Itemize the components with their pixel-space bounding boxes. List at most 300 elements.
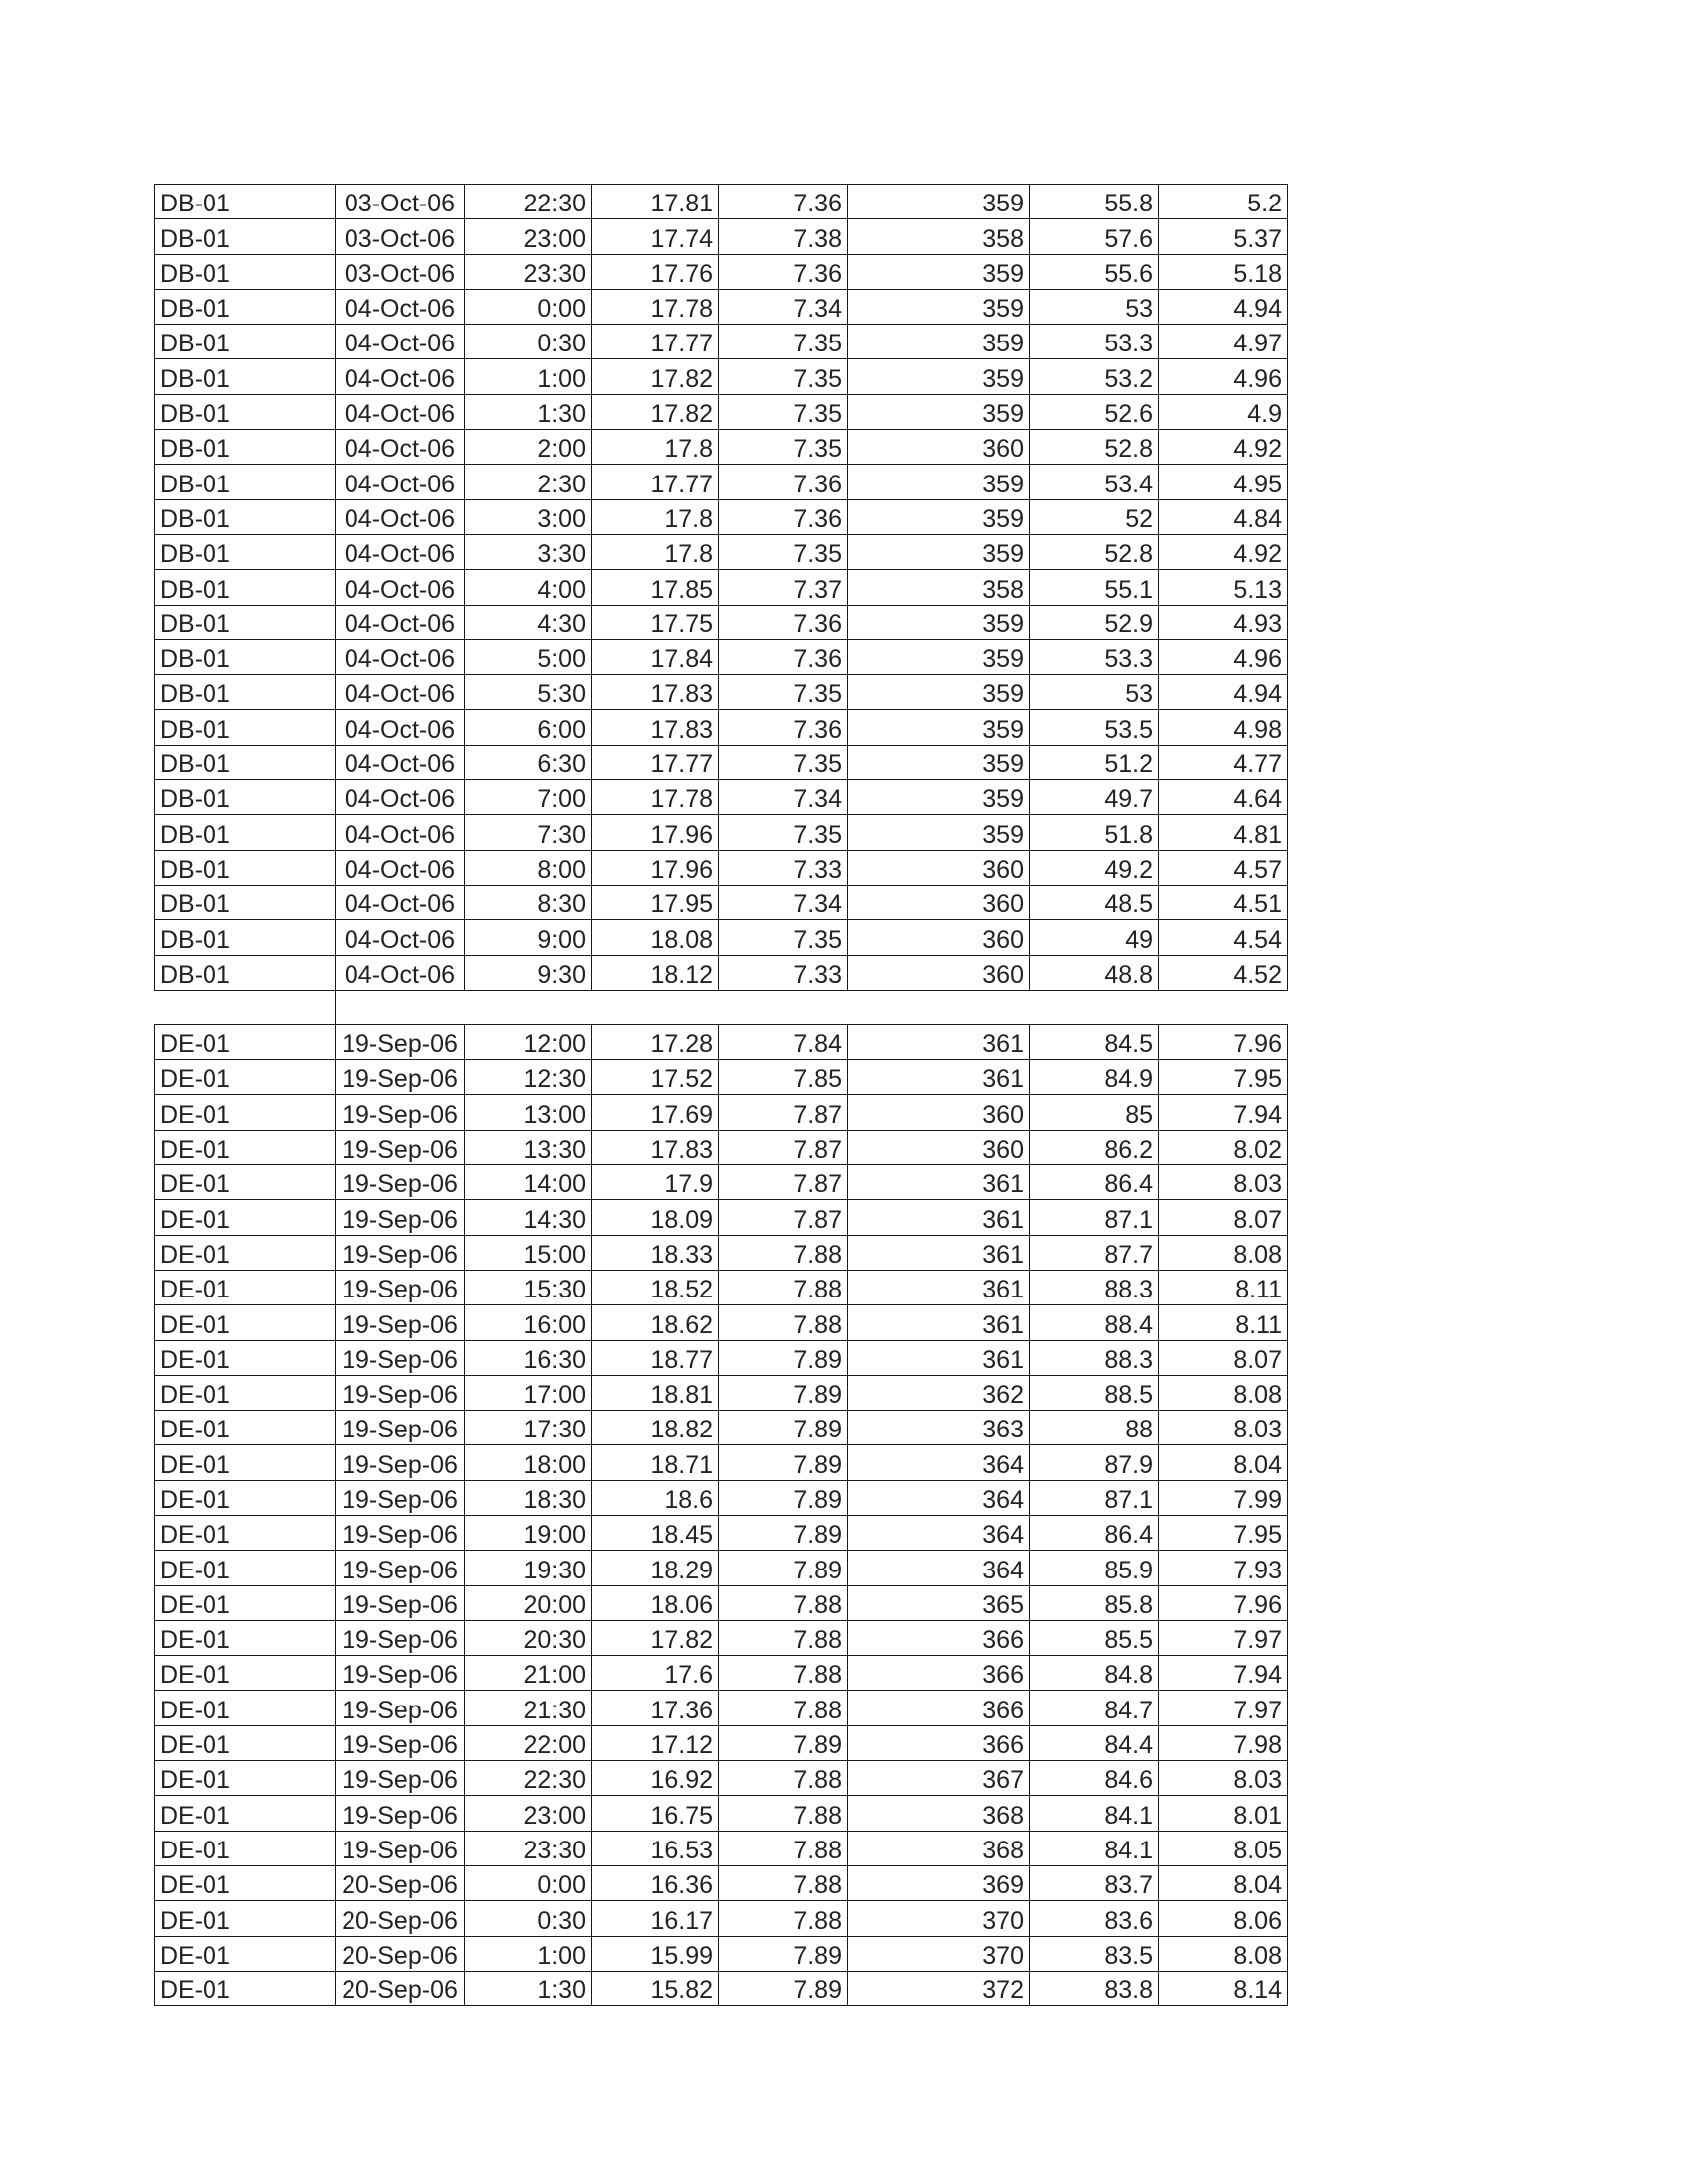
cell-site: DB-01 <box>155 920 336 955</box>
cell-v2: 7.34 <box>719 885 848 919</box>
cell-v3: 372 <box>848 1971 1030 2005</box>
cell-date: 04-Oct-06 <box>336 570 465 605</box>
table-row <box>155 955 1288 990</box>
cell-time: 21:30 <box>465 1691 592 1725</box>
cell-v1: 17.83 <box>592 710 719 745</box>
cell-time: 12:00 <box>465 1024 592 1059</box>
cell-site: DB-01 <box>155 289 336 324</box>
cell-site: DE-01 <box>155 1095 336 1130</box>
cell-date: 19-Sep-06 <box>336 1130 465 1164</box>
cell-site: DE-01 <box>155 1725 336 1760</box>
cell-site: DE-01 <box>155 1024 336 1059</box>
cell-v2: 7.33 <box>719 955 848 990</box>
cell-date: 19-Sep-06 <box>336 1656 465 1691</box>
cell-site: DE-01 <box>155 1200 336 1235</box>
cell-v1: 17.69 <box>592 1095 719 1130</box>
cell-v4: 87.9 <box>1030 1445 1159 1480</box>
cell-date: 19-Sep-06 <box>336 1411 465 1445</box>
cell-date: 19-Sep-06 <box>336 1761 465 1796</box>
table-row <box>155 1305 1288 1340</box>
cell-v4: 84.1 <box>1030 1831 1159 1865</box>
cell-time: 0:00 <box>465 1865 592 1900</box>
table-row <box>155 1796 1288 1831</box>
cell-v5: 8.02 <box>1159 1130 1288 1164</box>
cell-v3: 364 <box>848 1551 1030 1585</box>
cell-v5: 4.93 <box>1159 605 1288 639</box>
cell-v5: 4.97 <box>1159 325 1288 359</box>
cell-time: 20:00 <box>465 1585 592 1620</box>
cell-v5: 8.08 <box>1159 1936 1288 1971</box>
table-row <box>155 465 1288 499</box>
cell-v4: 85.9 <box>1030 1551 1159 1585</box>
cell-v4: 88.5 <box>1030 1375 1159 1410</box>
cell-v3: 364 <box>848 1515 1030 1550</box>
cell-v1: 17.84 <box>592 639 719 674</box>
cell-v4: 51.2 <box>1030 745 1159 779</box>
cell-time: 0:00 <box>465 289 592 324</box>
cell-date: 20-Sep-06 <box>336 1971 465 2005</box>
cell-v3: 363 <box>848 1411 1030 1445</box>
cell-v3: 359 <box>848 359 1030 394</box>
cell-v4: 88.3 <box>1030 1270 1159 1304</box>
cell-v2: 7.87 <box>719 1130 848 1164</box>
cell-v2: 7.36 <box>719 185 848 219</box>
cell-v2: 7.87 <box>719 1095 848 1130</box>
cell-v1: 15.82 <box>592 1971 719 2005</box>
cell-time: 22:00 <box>465 1725 592 1760</box>
cell-v5: 4.94 <box>1159 675 1288 710</box>
cell-v2: 7.88 <box>719 1305 848 1340</box>
cell-v4: 49.7 <box>1030 780 1159 815</box>
cell-date: 04-Oct-06 <box>336 920 465 955</box>
separator-cell <box>1159 990 1288 1024</box>
cell-date: 04-Oct-06 <box>336 780 465 815</box>
cell-v3: 370 <box>848 1936 1030 1971</box>
cell-v4: 88 <box>1030 1411 1159 1445</box>
table-row <box>155 850 1288 885</box>
cell-site: DE-01 <box>155 1656 336 1691</box>
cell-v5: 4.77 <box>1159 745 1288 779</box>
cell-date: 19-Sep-06 <box>336 1620 465 1655</box>
cell-v4: 87.7 <box>1030 1235 1159 1270</box>
table-row <box>155 1656 1288 1691</box>
cell-v4: 83.6 <box>1030 1901 1159 1936</box>
table-row <box>155 570 1288 605</box>
cell-v2: 7.35 <box>719 745 848 779</box>
cell-site: DB-01 <box>155 394 336 429</box>
cell-v3: 360 <box>848 850 1030 885</box>
cell-v4: 49.2 <box>1030 850 1159 885</box>
table-row <box>155 780 1288 815</box>
cell-v2: 7.88 <box>719 1270 848 1304</box>
cell-v4: 83.5 <box>1030 1936 1159 1971</box>
cell-v4: 84.7 <box>1030 1691 1159 1725</box>
cell-time: 23:00 <box>465 219 592 254</box>
table-row <box>155 1725 1288 1760</box>
cell-v5: 4.81 <box>1159 815 1288 850</box>
table-row <box>155 1411 1288 1445</box>
cell-site: DE-01 <box>155 1971 336 2005</box>
cell-v2: 7.35 <box>719 815 848 850</box>
cell-time: 6:00 <box>465 710 592 745</box>
cell-date: 19-Sep-06 <box>336 1480 465 1515</box>
cell-v4: 52.6 <box>1030 394 1159 429</box>
cell-v3: 359 <box>848 289 1030 324</box>
table-row <box>155 1515 1288 1550</box>
cell-v2: 7.36 <box>719 499 848 534</box>
cell-v5: 4.92 <box>1159 534 1288 569</box>
table-row <box>155 675 1288 710</box>
cell-date: 19-Sep-06 <box>336 1796 465 1831</box>
cell-site: DE-01 <box>155 1515 336 1550</box>
cell-v3: 369 <box>848 1865 1030 1900</box>
cell-v5: 5.37 <box>1159 219 1288 254</box>
cell-time: 9:30 <box>465 955 592 990</box>
cell-site: DE-01 <box>155 1235 336 1270</box>
cell-time: 17:30 <box>465 1411 592 1445</box>
cell-site: DB-01 <box>155 465 336 499</box>
table-row <box>155 1200 1288 1235</box>
cell-time: 2:00 <box>465 430 592 465</box>
cell-date: 03-Oct-06 <box>336 219 465 254</box>
cell-v1: 16.53 <box>592 1831 719 1865</box>
cell-v3: 359 <box>848 499 1030 534</box>
cell-time: 4:00 <box>465 570 592 605</box>
cell-v3: 360 <box>848 885 1030 919</box>
cell-v3: 364 <box>848 1480 1030 1515</box>
cell-v2: 7.89 <box>719 1971 848 2005</box>
cell-v5: 8.11 <box>1159 1270 1288 1304</box>
cell-v2: 7.88 <box>719 1235 848 1270</box>
table-row <box>155 710 1288 745</box>
cell-v5: 7.96 <box>1159 1585 1288 1620</box>
cell-time: 21:00 <box>465 1656 592 1691</box>
cell-date: 03-Oct-06 <box>336 254 465 289</box>
cell-v1: 17.81 <box>592 185 719 219</box>
cell-date: 04-Oct-06 <box>336 430 465 465</box>
cell-time: 13:30 <box>465 1130 592 1164</box>
cell-site: DB-01 <box>155 254 336 289</box>
cell-date: 20-Sep-06 <box>336 1936 465 1971</box>
cell-time: 19:30 <box>465 1551 592 1585</box>
cell-site: DE-01 <box>155 1445 336 1480</box>
cell-v2: 7.88 <box>719 1901 848 1936</box>
cell-v3: 361 <box>848 1200 1030 1235</box>
cell-date: 19-Sep-06 <box>336 1551 465 1585</box>
cell-v5: 4.94 <box>1159 289 1288 324</box>
cell-v1: 17.77 <box>592 465 719 499</box>
cell-v5: 4.98 <box>1159 710 1288 745</box>
cell-v5: 4.96 <box>1159 639 1288 674</box>
cell-time: 1:30 <box>465 394 592 429</box>
cell-v3: 368 <box>848 1831 1030 1865</box>
cell-time: 5:30 <box>465 675 592 710</box>
cell-v4: 53.5 <box>1030 710 1159 745</box>
cell-v4: 52.8 <box>1030 430 1159 465</box>
cell-v5: 7.95 <box>1159 1515 1288 1550</box>
cell-site: DB-01 <box>155 675 336 710</box>
table-row <box>155 1620 1288 1655</box>
cell-v1: 17.78 <box>592 289 719 324</box>
cell-v4: 53.3 <box>1030 325 1159 359</box>
cell-v4: 55.8 <box>1030 185 1159 219</box>
cell-v2: 7.88 <box>719 1620 848 1655</box>
cell-v3: 365 <box>848 1585 1030 1620</box>
cell-site: DE-01 <box>155 1901 336 1936</box>
cell-v5: 8.04 <box>1159 1865 1288 1900</box>
cell-v3: 360 <box>848 920 1030 955</box>
cell-v1: 17.77 <box>592 745 719 779</box>
cell-v4: 84.5 <box>1030 1024 1159 1059</box>
cell-site: DB-01 <box>155 955 336 990</box>
data-table-body <box>155 185 1288 2006</box>
cell-time: 18:30 <box>465 1480 592 1515</box>
cell-v1: 16.17 <box>592 1901 719 1936</box>
cell-v5: 4.84 <box>1159 499 1288 534</box>
cell-time: 3:00 <box>465 499 592 534</box>
cell-v1: 17.83 <box>592 1130 719 1164</box>
cell-v4: 53.2 <box>1030 359 1159 394</box>
cell-v3: 359 <box>848 185 1030 219</box>
cell-v2: 7.89 <box>719 1725 848 1760</box>
cell-v4: 87.1 <box>1030 1200 1159 1235</box>
cell-date: 19-Sep-06 <box>336 1375 465 1410</box>
cell-time: 2:30 <box>465 465 592 499</box>
cell-v1: 17.96 <box>592 815 719 850</box>
table-row <box>155 1165 1288 1200</box>
cell-time: 22:30 <box>465 185 592 219</box>
cell-time: 14:30 <box>465 1200 592 1235</box>
cell-v3: 366 <box>848 1691 1030 1725</box>
cell-v3: 359 <box>848 675 1030 710</box>
cell-v2: 7.37 <box>719 570 848 605</box>
cell-v4: 86.4 <box>1030 1515 1159 1550</box>
cell-v1: 17.82 <box>592 394 719 429</box>
cell-v3: 359 <box>848 534 1030 569</box>
table-row <box>155 1060 1288 1095</box>
cell-v5: 7.98 <box>1159 1725 1288 1760</box>
cell-v3: 367 <box>848 1761 1030 1796</box>
cell-v2: 7.88 <box>719 1691 848 1725</box>
table-row <box>155 639 1288 674</box>
cell-v2: 7.36 <box>719 465 848 499</box>
cell-v3: 366 <box>848 1725 1030 1760</box>
cell-v3: 366 <box>848 1620 1030 1655</box>
cell-v1: 16.92 <box>592 1761 719 1796</box>
cell-v2: 7.88 <box>719 1761 848 1796</box>
cell-time: 1:00 <box>465 1936 592 1971</box>
cell-v3: 361 <box>848 1165 1030 1200</box>
cell-date: 04-Oct-06 <box>336 605 465 639</box>
cell-v4: 57.6 <box>1030 219 1159 254</box>
cell-v5: 8.03 <box>1159 1411 1288 1445</box>
cell-v2: 7.35 <box>719 325 848 359</box>
cell-date: 19-Sep-06 <box>336 1200 465 1235</box>
cell-site: DB-01 <box>155 605 336 639</box>
cell-site: DE-01 <box>155 1585 336 1620</box>
cell-v4: 83.7 <box>1030 1865 1159 1900</box>
table-row <box>155 1095 1288 1130</box>
cell-v1: 16.36 <box>592 1865 719 1900</box>
cell-v3: 359 <box>848 815 1030 850</box>
cell-v1: 17.12 <box>592 1725 719 1760</box>
cell-v4: 85 <box>1030 1095 1159 1130</box>
table-row <box>155 1585 1288 1620</box>
cell-v3: 359 <box>848 325 1030 359</box>
cell-v2: 7.87 <box>719 1200 848 1235</box>
cell-date: 19-Sep-06 <box>336 1515 465 1550</box>
cell-v5: 7.97 <box>1159 1620 1288 1655</box>
table-row <box>155 534 1288 569</box>
cell-date: 19-Sep-06 <box>336 1725 465 1760</box>
cell-date: 19-Sep-06 <box>336 1095 465 1130</box>
cell-v2: 7.34 <box>719 289 848 324</box>
cell-site: DE-01 <box>155 1375 336 1410</box>
table-row <box>155 605 1288 639</box>
cell-v1: 18.09 <box>592 1200 719 1235</box>
separator-cell <box>155 990 336 1024</box>
cell-site: DB-01 <box>155 710 336 745</box>
cell-site: DE-01 <box>155 1165 336 1200</box>
cell-v2: 7.36 <box>719 254 848 289</box>
cell-v3: 359 <box>848 745 1030 779</box>
cell-time: 14:00 <box>465 1165 592 1200</box>
cell-time: 16:30 <box>465 1340 592 1375</box>
cell-v1: 17.75 <box>592 605 719 639</box>
cell-date: 19-Sep-06 <box>336 1305 465 1340</box>
cell-date: 04-Oct-06 <box>336 850 465 885</box>
cell-date: 04-Oct-06 <box>336 289 465 324</box>
cell-v3: 359 <box>848 605 1030 639</box>
cell-v5: 8.06 <box>1159 1901 1288 1936</box>
cell-v4: 53.4 <box>1030 465 1159 499</box>
cell-v1: 17.82 <box>592 359 719 394</box>
cell-v1: 18.82 <box>592 1411 719 1445</box>
cell-date: 04-Oct-06 <box>336 639 465 674</box>
table-row <box>155 1340 1288 1375</box>
cell-time: 7:00 <box>465 780 592 815</box>
cell-v2: 7.88 <box>719 1585 848 1620</box>
cell-v3: 361 <box>848 1235 1030 1270</box>
cell-v3: 360 <box>848 430 1030 465</box>
cell-v1: 17.6 <box>592 1656 719 1691</box>
cell-time: 8:30 <box>465 885 592 919</box>
table-row <box>155 359 1288 394</box>
cell-site: DB-01 <box>155 359 336 394</box>
cell-v5: 8.05 <box>1159 1831 1288 1865</box>
cell-v1: 18.45 <box>592 1515 719 1550</box>
data-table <box>154 184 1288 2006</box>
cell-v1: 17.76 <box>592 254 719 289</box>
cell-v2: 7.88 <box>719 1796 848 1831</box>
cell-site: DB-01 <box>155 499 336 534</box>
cell-v4: 52.9 <box>1030 605 1159 639</box>
cell-site: DE-01 <box>155 1340 336 1375</box>
cell-site: DE-01 <box>155 1796 336 1831</box>
cell-v3: 358 <box>848 219 1030 254</box>
separator-cell <box>465 990 592 1024</box>
cell-site: DE-01 <box>155 1060 336 1095</box>
table-row <box>155 885 1288 919</box>
cell-site: DB-01 <box>155 815 336 850</box>
cell-v5: 4.57 <box>1159 850 1288 885</box>
cell-v5: 4.54 <box>1159 920 1288 955</box>
cell-v4: 85.8 <box>1030 1585 1159 1620</box>
cell-v5: 7.94 <box>1159 1095 1288 1130</box>
cell-v4: 87.1 <box>1030 1480 1159 1515</box>
cell-site: DE-01 <box>155 1551 336 1585</box>
cell-v2: 7.89 <box>719 1411 848 1445</box>
cell-v5: 4.51 <box>1159 885 1288 919</box>
cell-v1: 18.52 <box>592 1270 719 1304</box>
cell-date: 19-Sep-06 <box>336 1060 465 1095</box>
cell-v2: 7.89 <box>719 1480 848 1515</box>
cell-time: 23:00 <box>465 1796 592 1831</box>
cell-site: DE-01 <box>155 1411 336 1445</box>
cell-date: 19-Sep-06 <box>336 1235 465 1270</box>
cell-time: 9:00 <box>465 920 592 955</box>
cell-v4: 83.8 <box>1030 1971 1159 2005</box>
cell-v1: 17.74 <box>592 219 719 254</box>
table-row <box>155 1761 1288 1796</box>
cell-time: 0:30 <box>465 1901 592 1936</box>
cell-v5: 4.64 <box>1159 780 1288 815</box>
cell-v4: 84.1 <box>1030 1796 1159 1831</box>
table-row <box>155 1235 1288 1270</box>
cell-site: DB-01 <box>155 185 336 219</box>
cell-v1: 18.29 <box>592 1551 719 1585</box>
cell-v5: 8.07 <box>1159 1200 1288 1235</box>
cell-time: 16:00 <box>465 1305 592 1340</box>
cell-v5: 8.11 <box>1159 1305 1288 1340</box>
cell-site: DB-01 <box>155 885 336 919</box>
cell-site: DE-01 <box>155 1865 336 1900</box>
table-row <box>155 920 1288 955</box>
cell-v5: 4.9 <box>1159 394 1288 429</box>
cell-v5: 4.96 <box>1159 359 1288 394</box>
cell-v5: 4.92 <box>1159 430 1288 465</box>
cell-v3: 361 <box>848 1270 1030 1304</box>
cell-v3: 359 <box>848 254 1030 289</box>
cell-v1: 17.78 <box>592 780 719 815</box>
cell-v3: 359 <box>848 639 1030 674</box>
cell-v5: 8.04 <box>1159 1445 1288 1480</box>
cell-v3: 359 <box>848 465 1030 499</box>
cell-v5: 8.08 <box>1159 1235 1288 1270</box>
cell-v1: 17.36 <box>592 1691 719 1725</box>
cell-v4: 53 <box>1030 675 1159 710</box>
cell-v2: 7.38 <box>719 219 848 254</box>
cell-v5: 8.07 <box>1159 1340 1288 1375</box>
cell-v2: 7.35 <box>719 359 848 394</box>
table-row <box>155 1691 1288 1725</box>
cell-v3: 366 <box>848 1656 1030 1691</box>
cell-v2: 7.34 <box>719 780 848 815</box>
cell-v1: 18.77 <box>592 1340 719 1375</box>
table-row <box>155 1936 1288 1971</box>
cell-time: 1:30 <box>465 1971 592 2005</box>
cell-site: DB-01 <box>155 325 336 359</box>
table-row <box>155 185 1288 219</box>
cell-v4: 53 <box>1030 289 1159 324</box>
cell-time: 6:30 <box>465 745 592 779</box>
cell-v4: 53.3 <box>1030 639 1159 674</box>
cell-v2: 7.89 <box>719 1445 848 1480</box>
table-row <box>155 325 1288 359</box>
table-row <box>155 254 1288 289</box>
cell-site: DB-01 <box>155 534 336 569</box>
table-row <box>155 1831 1288 1865</box>
